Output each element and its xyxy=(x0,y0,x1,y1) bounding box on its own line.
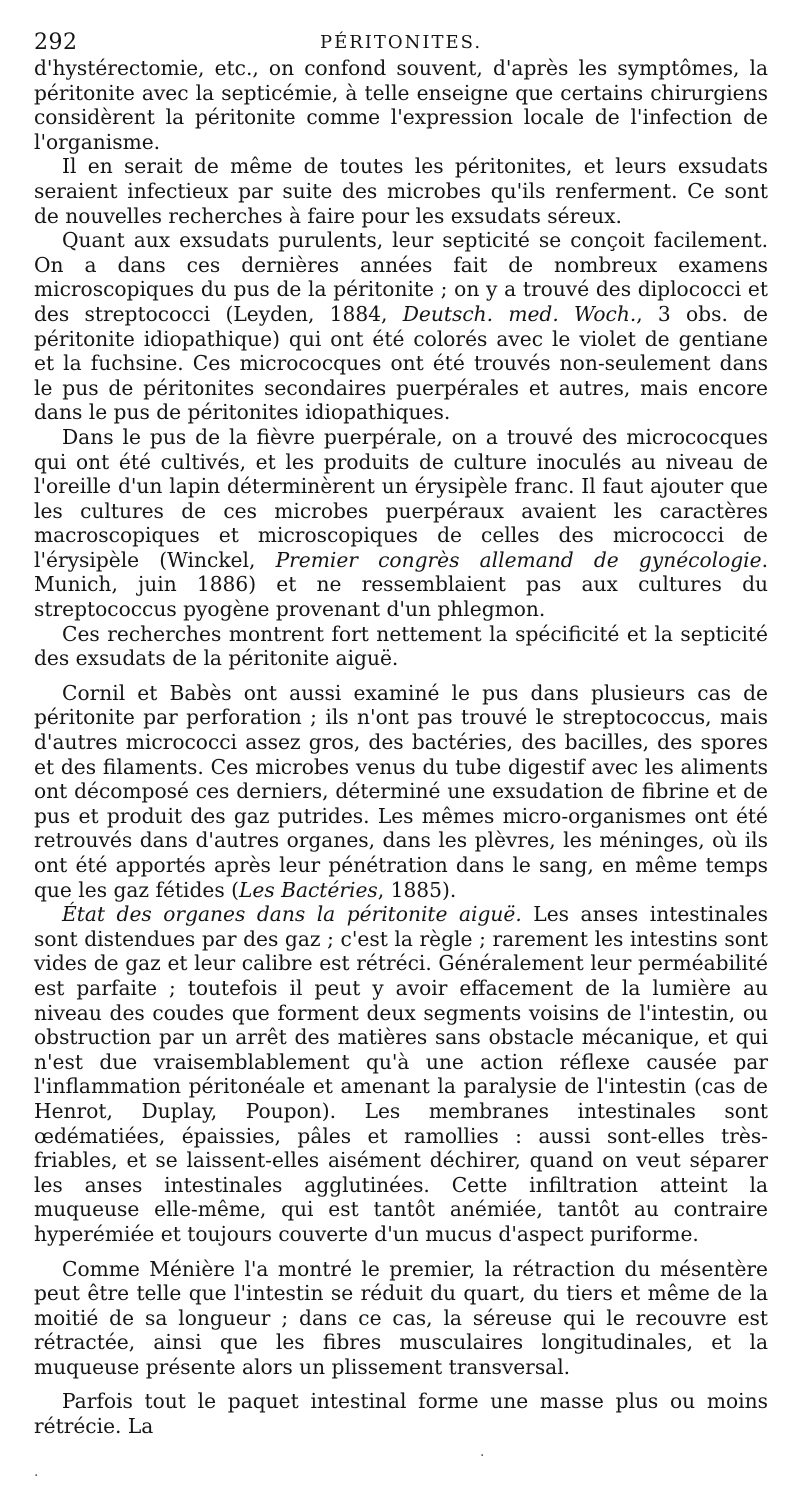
text-span: Les anses intestinales sont distendues par des gaz ; c'est la règle ; rarement les intestins sont vides de gaz et leur calibre est rétréci. Généralement leur perméabilité est parfaite ; toutefois il peut y avoir effacement de la lumière au niveau des coudes que forment deux segments voisins de l'intestin, ou obstruction par un arrêt des matières sans obstacle mécanique, et qui n'est due vraisemblablement qu'à une action réflexe causée par l'inflammation péritonéale et amenant la paralysie de l'intestin (cas de Henrot, Duplay, Poupon). Les membranes intestinales sont œdématiées, épaissies, pâles et ramollies : aussi sont-elles très-friables, et se laissent-elles aisément déchirer, quand on veut séparer les anses intestinales agglutinées. Cette infiltration atteint la muqueuse elle-même, qui est tantôt anémiée, tantôt au contraire hyperémiée et toujours couverte d'un mucus d'aspect puriforme. xyxy=(34,902,769,1246)
body-text xyxy=(34,56,768,1439)
text-span: Quant aux exsudats purulents, leur septicité se conçoit facilement. On a dans ces dernières années fait de nombreux examens microscopiques du pus de la péritonite ; on y a trouvé des diplococci et des streptococci (Leyden, 1884, xyxy=(34,228,768,326)
book-page xyxy=(34,30,768,1439)
paragraph-toutes-les-peritonites xyxy=(34,154,768,228)
paragraph-meniere xyxy=(34,1257,768,1380)
text-span: Ces recherches montrent fort nettement la spécificité et la septicité des exsudats de la péritonite aiguë. xyxy=(34,621,768,671)
text-span: d'hystérectomie, etc., on confond souvent, d'après les symptômes, la péritonite avec la septicémie, à telle enseigne que certains chirurgiens considèrent la péritonite comme l'expression locale de l'infection de l'organisme. xyxy=(34,56,768,154)
paragraph-recherches xyxy=(34,622,768,671)
text-span: Parfois tout le paquet intestinal forme une masse plus ou moins rétrécie. La xyxy=(34,1389,768,1439)
paragraph-hysterectomie xyxy=(34,56,768,154)
text-span: , 1885). xyxy=(377,877,457,902)
paragraph-exsudats-purulents xyxy=(34,228,768,425)
paragraph-fievre-puerperale xyxy=(34,425,768,622)
text-span: Il en serait de même de toutes les péritonites, et leurs exsudats seraient infectieux par suite des microbes qu'ils renferment. Ce sont de nouvelles recherches à faire pour les exsudats séreux. xyxy=(34,154,768,228)
speck-mark: · xyxy=(34,1468,39,1484)
text-span: Dans le pus de la fièvre puerpérale, on a trouvé des micrococques qui ont été cultivés, et les produits de culture inoculés au niveau de l'oreille d'un lapin déterminèrent un érysipèle franc. Il faut ajouter que les cultures de ces microbes puerpéraux avaient les caractères macroscopiques et microscopiques de celles des micrococci de l'érysipèle (Winckel, xyxy=(34,424,768,572)
text-span: Comme Ménière l'a montré le premier, la rétraction du mésentère peut être telle que l'intestin se réduit du quart, du tiers et même de la moitié de sa longueur ; dans ce cas, la séreuse qui le recouvre est rétractée, ainsi que les fibres musculaires longitudinales, et la muqueuse présente alors un plissement transversal. xyxy=(34,1256,768,1379)
paragraph-etat-des-organes xyxy=(34,902,768,1246)
running-title: PÉRITONITES. xyxy=(319,32,483,53)
citation-title: Premier congrès allemand de gynécologie xyxy=(275,547,762,572)
paragraph-paquet-intestinal xyxy=(34,1389,768,1438)
citation-title: Deutsch. med. Woch. xyxy=(402,301,637,326)
section-heading: État des organes dans la péritonite aiguë. xyxy=(62,902,522,927)
text-span: Cornil et Babès ont aussi examiné le pus dans plusieurs cas de péritonite par perforation ; ils n'ont pas trouvé le streptococcus, mais d'autres micrococci assez gros, des bactéries, des bacilles, des spores et des filaments. Ces microbes venus du tube digestif avec les aliments ont décomposé ces derniers, déterminé une exsudation de fibrine et de pus et produit des gaz putrides. Les mêmes micro-organismes ont été retrouvés dans d'autres organes, dans les plèvres, les méninges, où ils ont été apportés après leur pénétration dans le sang, en même temps que les gaz fétides ( xyxy=(34,680,768,902)
text-span: , 3 obs. de péritonite idiopathique) qui ont été colorés avec le violet de gentiane et la fuchsine. Ces micrococques ont été trouvés non-seulement dans le pus de péritonites secondaires puerpérales et autres, mais encore dans le pus de péritonites idiopathiques. xyxy=(34,301,768,425)
page-margin-specks xyxy=(34,1448,768,1488)
page-number: 292 xyxy=(34,30,78,55)
paragraph-cornil-babes xyxy=(34,681,768,902)
speck-mark: · xyxy=(480,1448,485,1464)
page-header xyxy=(34,30,768,56)
citation-title: Les Bactéries xyxy=(239,877,378,902)
text-span: . Munich, juin 1886) et ne ressemblaient pas aux cultures du streptococcus pyogène provenant d'un phlegmon. xyxy=(34,547,768,622)
